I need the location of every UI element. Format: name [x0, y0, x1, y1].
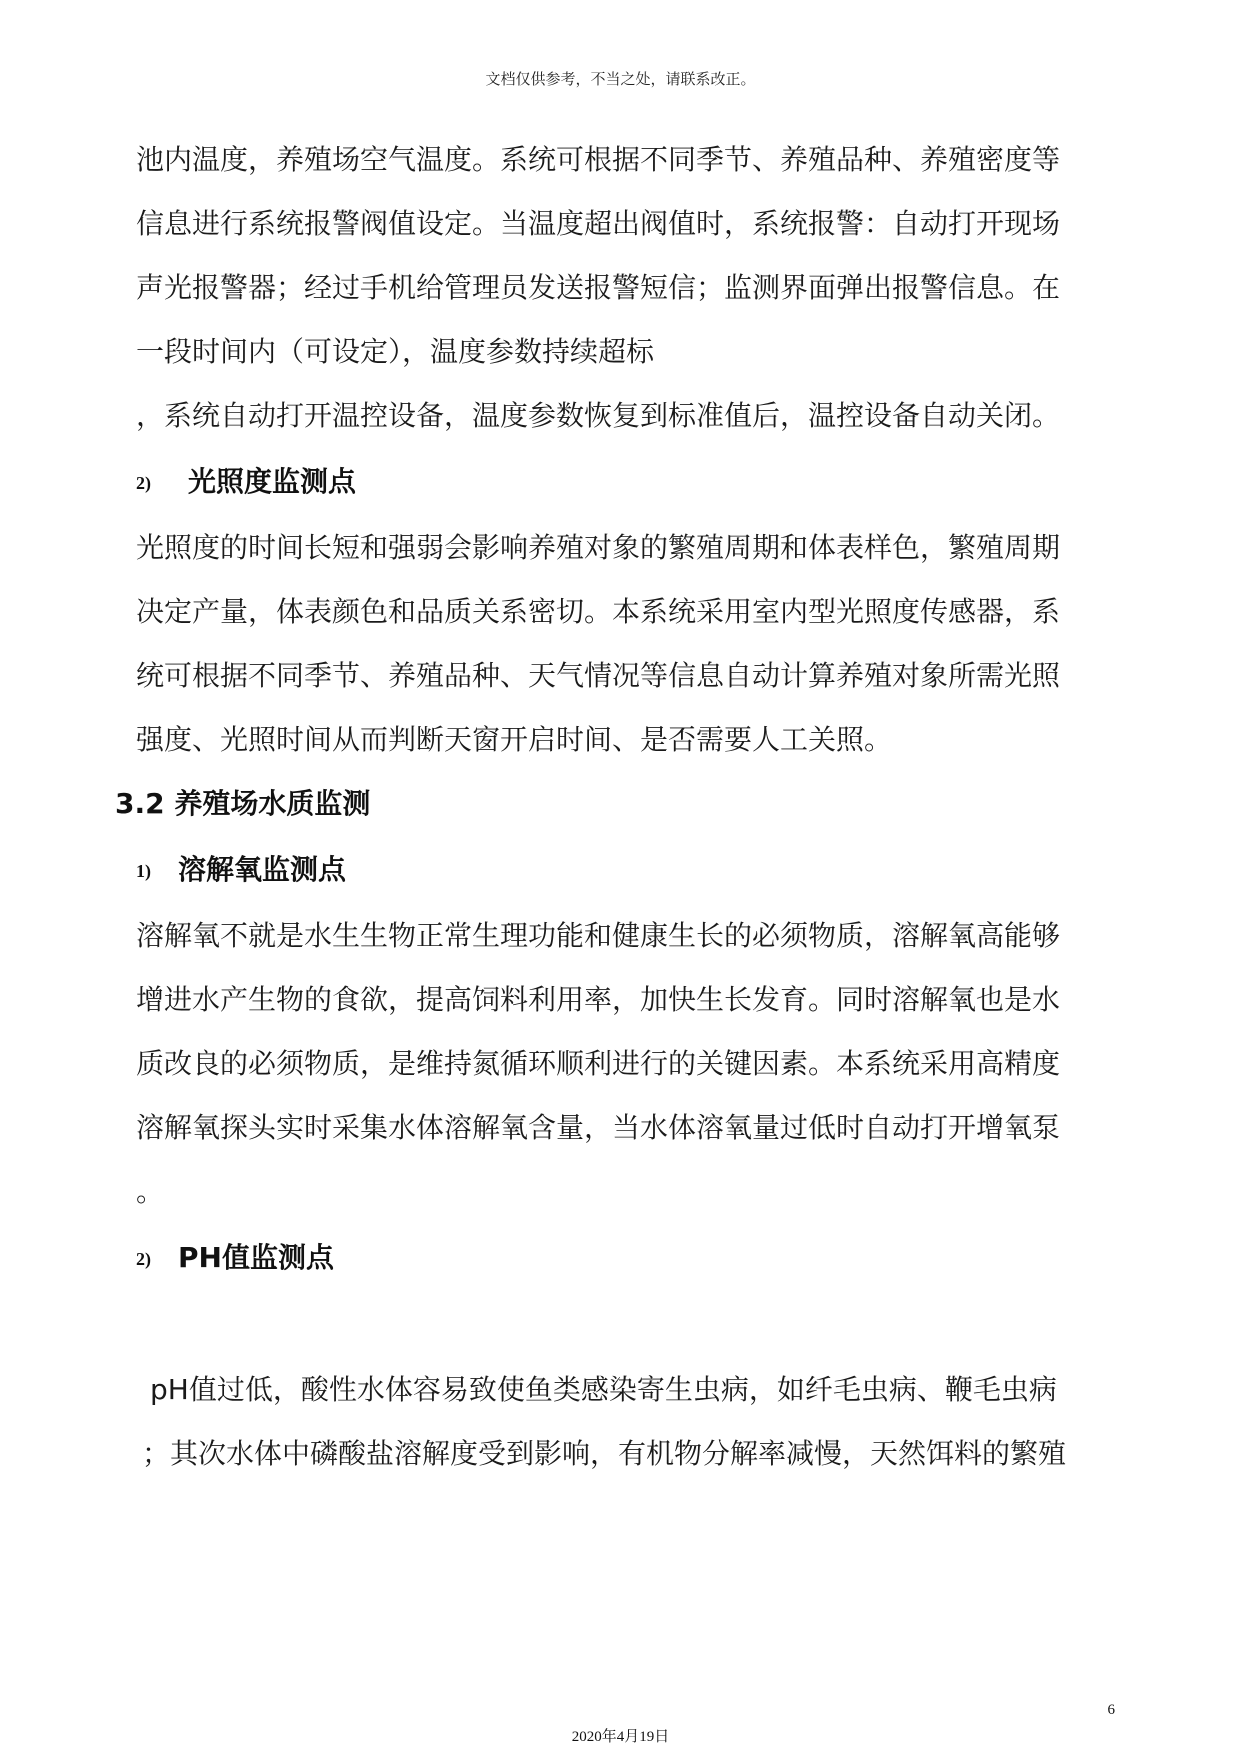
heading-number: 2): [136, 1249, 151, 1269]
heading-title: 溶解氧监测点: [178, 853, 347, 886]
text-line: 溶解氧探头实时采集水体溶解氧含量，当水体溶氧量过低时自动打开增氧泵: [136, 1111, 1061, 1144]
text-line: 统可根据不同季节、养殖品种、天气情况等信息自动计算养殖对象所需光照: [136, 659, 1061, 692]
heading-number: 2): [136, 473, 151, 493]
footer-date: 2020年4月19日: [571, 1729, 670, 1745]
text-line: ；其次水体中磷酸盐溶解度受到影响，有机物分解率减慢，天然饵料的繁殖: [142, 1437, 1067, 1470]
text-line: 光照度的时间长短和强弱会影响养殖对象的繁殖周期和体表样色，繁殖周期: [136, 531, 1061, 564]
text-line: 增进水产生物的食欲，提高饲料利用率，加快生长发育。同时溶解氧也是水: [136, 983, 1061, 1016]
text-line: 溶解氧不就是水生生物正常生理功能和健康生长的必须物质，溶解氧高能够: [136, 919, 1061, 952]
text-line: 声光报警器；经过手机给管理员发送报警短信；监测界面弹出报警信息。在: [136, 271, 1061, 304]
page-header-note: 文档仅供参考，不当之处，请联系改正。: [485, 70, 756, 88]
heading-light-monitoring: [136, 464, 356, 501]
heading-ph-monitoring: [136, 1240, 334, 1277]
text-line: 质改良的必须物质，是维持氮循环顺利进行的关键因素。本系统采用高精度: [136, 1047, 1061, 1080]
heading-title: PH值监测点: [178, 1241, 334, 1274]
heading-number: 1): [136, 861, 151, 881]
text-line: 。: [136, 1175, 165, 1208]
text-line: 一段时间内（可设定），温度参数持续超标: [136, 335, 655, 368]
heading-title: 光照度监测点: [188, 465, 357, 498]
text-line: 信息进行系统报警阀值设定。当温度超出阀值时，系统报警：自动打开现场: [136, 207, 1061, 240]
page-number: 6: [1107, 1702, 1115, 1718]
text-line: 池内温度，养殖场空气温度。系统可根据不同季节、养殖品种、养殖密度等: [136, 143, 1061, 176]
section-title-water-quality: 3.2 养殖场水质监测: [115, 787, 371, 820]
text-line: 强度、光照时间从而判断天窗开启时间、是否需要人工关照。: [136, 723, 893, 756]
text-line: 决定产量，体表颜色和品质关系密切。本系统采用室内型光照度传感器，系: [136, 595, 1061, 628]
heading-oxygen-monitoring: [136, 852, 346, 889]
text-line: pH值过低，酸性水体容易致使鱼类感染寄生虫病，如纤毛虫病、鞭毛虫病: [150, 1373, 1057, 1406]
text-line: ，系统自动打开温控设备，温度参数恢复到标准值后，温控设备自动关闭。: [136, 399, 1061, 432]
